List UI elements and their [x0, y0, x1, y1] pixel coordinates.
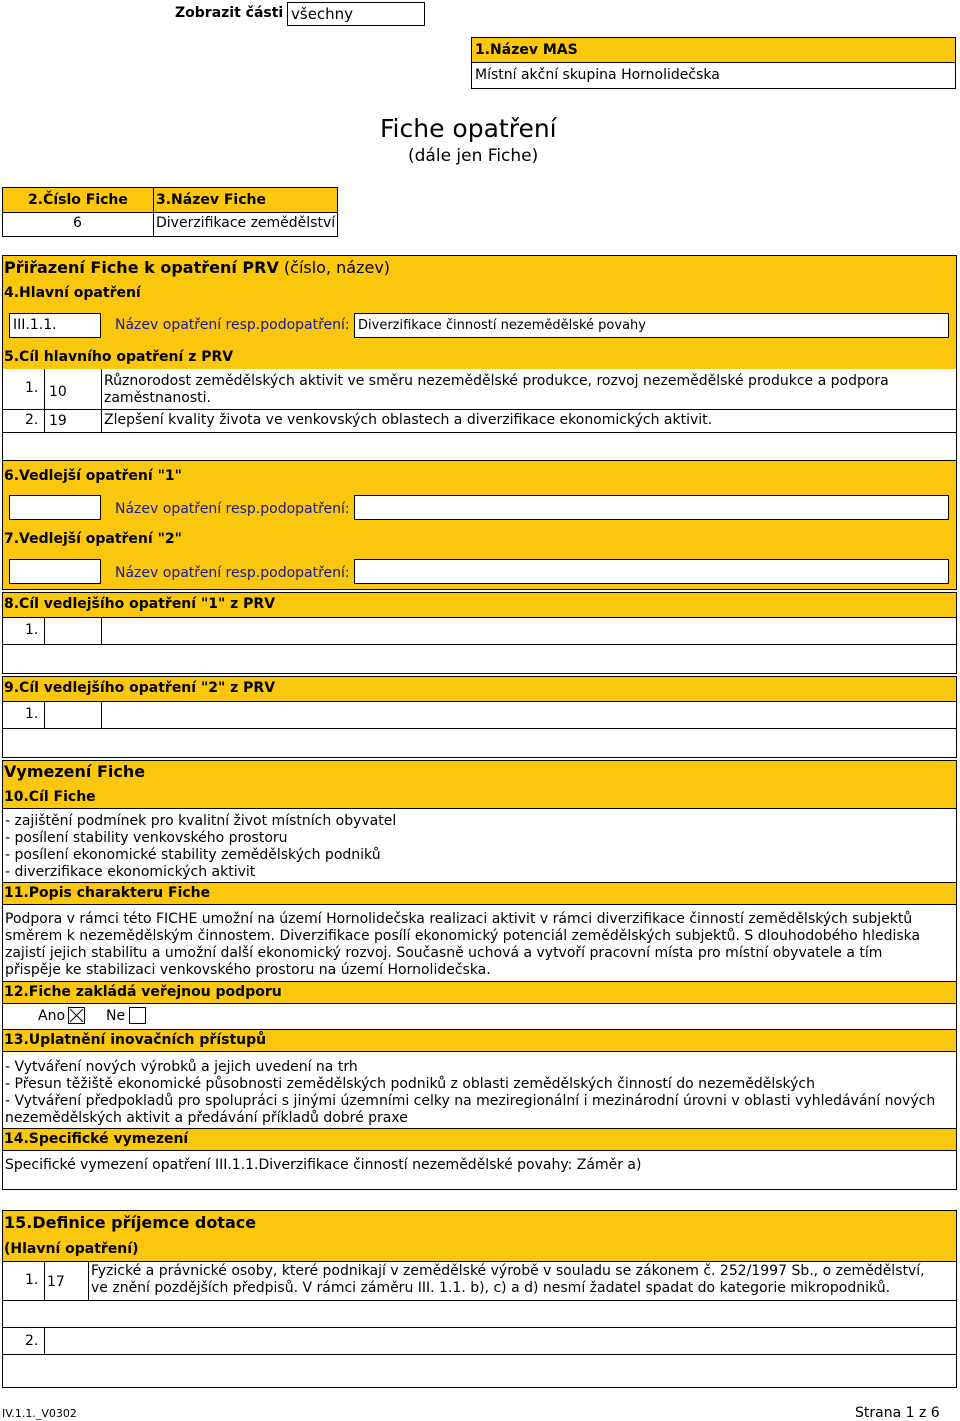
innovation-box [2, 1051, 957, 1129]
specific-text: Specifické vymezení opatření III.1.1.Diverzifikace činností nezemědělské povahy: Záměr a) [5, 1157, 642, 1173]
innovation-line: nezemědělských aktivit a předávání příkladů dobré praxe [5, 1110, 408, 1126]
checked-x-icon [69, 1008, 84, 1023]
fiche-name-value: Diverzifikace zemědělství [156, 215, 336, 231]
character-line: přispěje ke stabilizaci venkovského prostoru na území Hornolidečska. [5, 962, 491, 978]
recipient-row2-idx: 2. [25, 1333, 39, 1349]
fiche-number-label: 2.Číslo Fiche [28, 192, 128, 208]
assign-heading [4, 258, 390, 277]
goal-fiche-line: - zajištění podmínek pro kvalitní život místních obyvatel [5, 813, 397, 829]
recipient-heading: 15.Definice příjemce dotace [4, 1213, 257, 1232]
goal-main-row1-num: 10 [49, 384, 67, 400]
side2-label: 7.Vedlejší opatření "2" [4, 531, 182, 547]
recipient-row1-line: ve znění pozdějších předpisů. V rámci záměru III. 1.1. b), c) a d) nesmí žadatel spadat do kategorie mikropodniků. [91, 1280, 891, 1296]
public-label: 12.Fiche zakládá veřejnou podporu [4, 984, 282, 1000]
goal-main-row2-num: 19 [49, 413, 67, 429]
specific-box [2, 1150, 957, 1190]
character-line: Podpora v rámci této FICHE umožní na území Hornolidečska realizaci aktivit v rámci diverzifikace činností zemědělských subjektů [5, 911, 913, 927]
fiche-box [2, 187, 338, 237]
goal-side2-idx: 1. [25, 706, 39, 722]
character-line: zajistí jejich stabilitu a umožní další ekonomický rozvoj. Současně uchová a vytvoří pracovní místa pro místní obyvatele a tím [5, 945, 883, 961]
page-title: Fiche opatření [380, 114, 557, 143]
character-box [2, 904, 957, 982]
goal-fiche-line: - posílení stability venkovského prostoru [5, 830, 288, 846]
side1-label: 6.Vedlejší opatření "1" [4, 468, 182, 484]
goal-side1-idx: 1. [25, 622, 39, 638]
goal-fiche-label: 10.Cíl Fiche [4, 789, 96, 805]
main-measure-name-label: Název opatření resp.podopatření: [115, 317, 350, 333]
innovation-line: - Přesun těžiště ekonomické působnosti zemědělských podniků z oblasti zemědělských činností do nezemědělských [5, 1076, 815, 1092]
public-yes-label: Ano [38, 1008, 66, 1024]
footer-code: IV.1.1._V0302 [2, 1407, 77, 1420]
assign-heading-rest: (číslo, název) [278, 258, 391, 277]
side1-name-label: Název opatření resp.podopatření: [115, 501, 350, 517]
mas-value: Místní akční skupina Hornolidečska [475, 67, 720, 83]
goal-main-label: 5.Cíl hlavního opatření z PRV [4, 349, 234, 365]
public-no-label: Ne [106, 1008, 126, 1024]
goal-fiche-box [2, 808, 957, 883]
definition-heading: Vymezení Fiche [4, 762, 146, 781]
side2-code[interactable] [9, 559, 101, 584]
side1-code[interactable] [9, 495, 101, 520]
mas-label: 1.Název MAS [472, 38, 955, 63]
side1-name-field[interactable] [354, 495, 949, 520]
side2-name-field[interactable] [354, 559, 949, 584]
fiche-name-label: 3.Název Fiche [156, 192, 266, 208]
main-measure-label: 4.Hlavní opatření [4, 285, 141, 301]
mas-box [471, 37, 956, 89]
innovation-line: - Vytváření nových výrobků a jejich uvedení na trh [5, 1059, 358, 1075]
goal-side2-label: 9.Cíl vedlejšího opatření "2" z PRV [4, 680, 276, 696]
public-no-checkbox[interactable] [129, 1007, 146, 1024]
innovation-label: 13.Uplatnění inovačních přístupů [4, 1032, 267, 1048]
innovation-line: - Vytváření předpokladů pro spolupráci s jinými územními celky na meziregionální i mezinárodní úrovni v oblasti vyhledávání nových [5, 1093, 936, 1109]
recipient-row1-idx: 1. [25, 1272, 39, 1288]
goal-main-row1-idx: 1. [25, 380, 39, 396]
goal-side1-table [2, 617, 957, 674]
goal-main-spacer [2, 433, 957, 461]
recipient-row1-line: Fyzické a právnické osoby, které podnikají v zemědělské výrobě v souladu se zákonem č. 252/1997 Sb., o zemědělství, [91, 1263, 925, 1279]
goal-side1-label: 8.Cíl vedlejšího opatření "1" z PRV [4, 596, 276, 612]
page-subtitle: (dále jen Fiche) [408, 146, 539, 166]
footer-page: Strana 1 z 6 [855, 1405, 940, 1421]
goal-fiche-line: - diverzifikace ekonomických aktivit [5, 864, 256, 880]
recipient-row1-num: 17 [47, 1274, 65, 1290]
assign-heading-bold: Přiřazení Fiche k opatření PRV [4, 258, 279, 277]
main-measure-name-field[interactable]: Diverzifikace činností nezemědělské povahy [354, 313, 949, 338]
goal-main-row2-text: Zlepšení kvality života ve venkovských oblastech a diverzifikace ekonomických aktivit. [104, 412, 713, 428]
goal-fiche-line: - posílení ekonomické stability zemědělských podniků [5, 847, 381, 863]
fiche-number-value: 6 [73, 215, 82, 231]
goal-main-row2-idx: 2. [25, 412, 39, 428]
public-yes-checkbox[interactable] [68, 1007, 85, 1024]
recipient-sub: (Hlavní opatření) [4, 1241, 139, 1257]
goal-main-row1-text: Různorodost zemědělských aktivit ve směru nezemědělské produkce, rozvoj nezemědělské produkce a podpora zaměstnanosti. [104, 373, 889, 406]
show-parts-select[interactable]: všechny [287, 2, 425, 26]
character-label: 11.Popis charakteru Fiche [4, 885, 211, 901]
show-parts-label: Zobrazit části [175, 5, 284, 21]
character-line: směrem k nezemědělským činnostem. Diverzifikace posílí ekonomický potenciál zemědělských subjektů. S dlouhodobého hlediska [5, 928, 921, 944]
main-measure-code[interactable]: III.1.1. [9, 313, 101, 338]
specific-label: 14.Specifické vymezení [4, 1131, 189, 1147]
side2-name-label: Název opatření resp.podopatření: [115, 565, 350, 581]
goal-side2-table [2, 701, 957, 758]
recipient-row1-text [91, 1263, 925, 1297]
